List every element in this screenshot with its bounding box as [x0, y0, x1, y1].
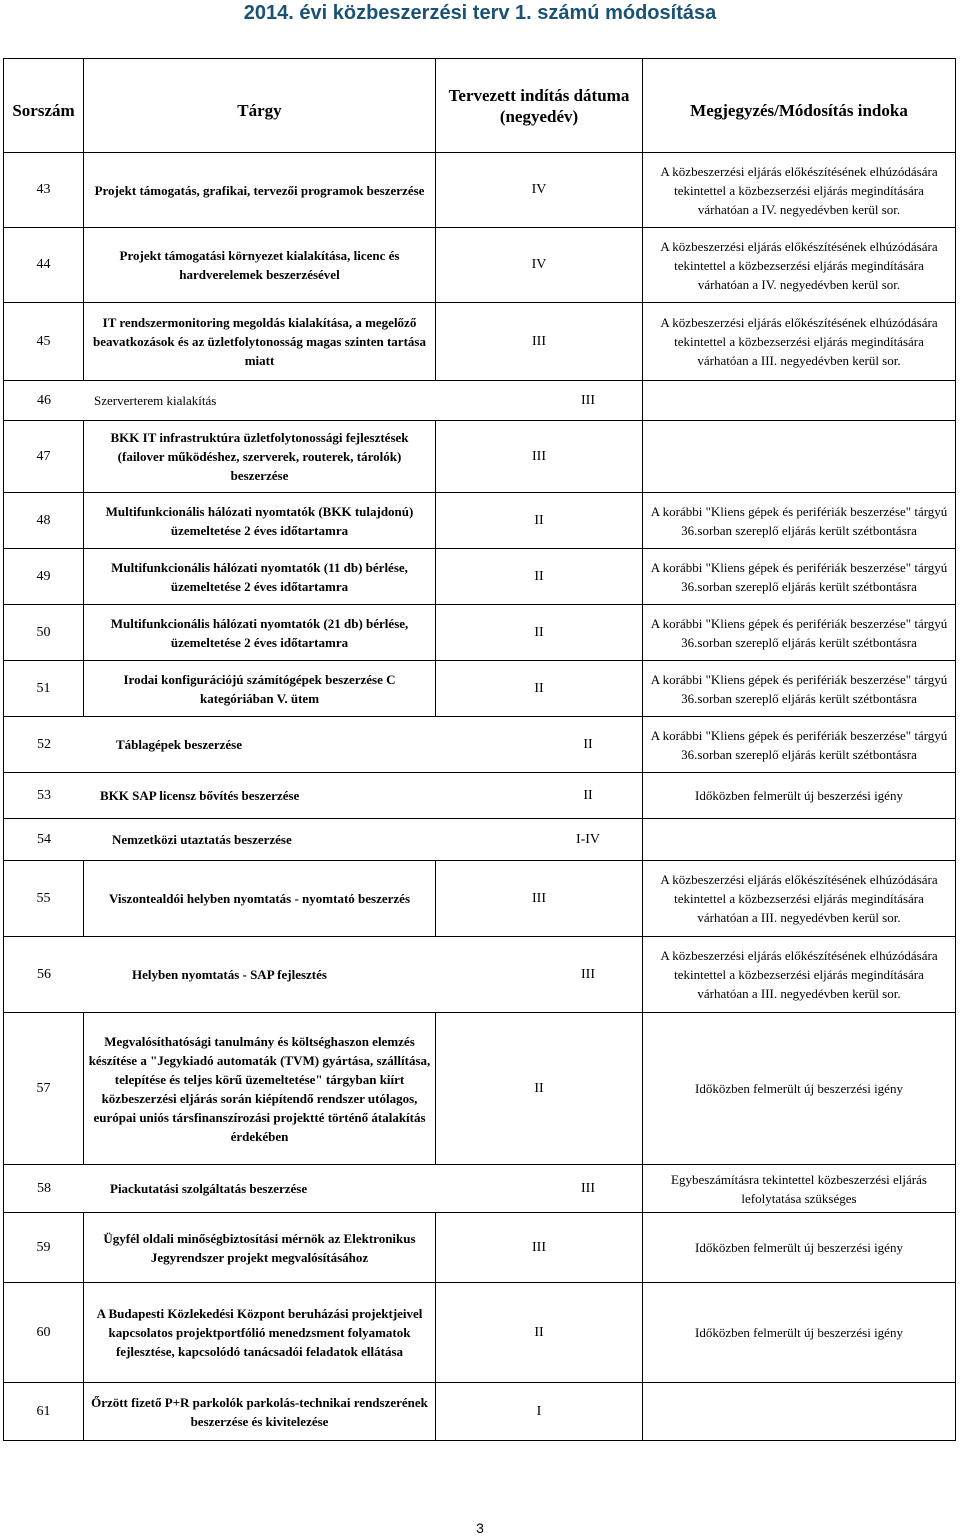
row-inline-cell — [4, 773, 643, 819]
row-date: III — [581, 966, 595, 982]
table-row — [4, 605, 956, 661]
table-row — [4, 861, 956, 937]
header-date: Tervezett indítás dátuma (negyedév) — [436, 59, 643, 153]
row-subject: Irodai konfigurációjú számítógépek beszerzése C kategóriában V. ütem — [84, 661, 436, 717]
row-subject: Szerverterem kialakítás — [94, 392, 217, 408]
row-date: II — [436, 549, 643, 605]
row-date: II — [583, 787, 593, 803]
row-inline-cell — [4, 717, 643, 773]
row-date: II — [436, 1013, 643, 1165]
row-subject: BKK IT infrastruktúra üzletfolytonossági fejlesztések (failover működéshez, szerverek, routerek, tárolók) beszerzése — [84, 421, 436, 493]
row-subject: Ügyfél oldali minőségbiztosítási mérnök az Elektronikus Jegyrendszer projekt megvalósításához — [84, 1213, 436, 1283]
row-date: IV — [436, 153, 643, 228]
row-date: III — [436, 861, 643, 937]
header-targy: Tárgy — [84, 59, 436, 153]
row-note-empty — [643, 1383, 956, 1441]
row-number: 47 — [4, 421, 84, 493]
header-sorszam: Sorszám — [4, 59, 84, 153]
row-number: 45 — [4, 303, 84, 381]
row-number: 58 — [37, 1180, 51, 1196]
row-date: III — [436, 303, 643, 381]
row-date: I — [436, 1383, 643, 1441]
table-row — [4, 1013, 956, 1165]
row-inline-cell — [4, 937, 643, 1013]
row-note-empty — [643, 421, 956, 493]
row-note: A közbeszerzési eljárás előkészítésének elhúzódására tekintettel a közbezserzési eljárás megindítására várhatóan a III. negyedévben kerül sor. — [643, 861, 956, 937]
row-subject: IT rendszermonitoring megoldás kialakítása, a megelőző beavatkozások és az üzletfolytonosság magas szinten tartása miatt — [84, 303, 436, 381]
row-note: Időközben felmerült új beszerzési igény — [643, 1213, 956, 1283]
row-subject: Multifunkcionális hálózati nyomtatók (BKK tulajdonú) üzemeltetése 2 éves időtartamra — [84, 493, 436, 549]
row-note-empty — [643, 381, 956, 421]
procurement-plan-table-wrapper — [3, 58, 955, 1441]
row-date: III — [581, 392, 595, 408]
row-number: 48 — [4, 493, 84, 549]
row-inline-cell — [4, 381, 643, 421]
row-number: 59 — [4, 1213, 84, 1283]
header-note: Megjegyzés/Módosítás indoka — [643, 59, 956, 153]
row-date: III — [436, 1213, 643, 1283]
row-number: 43 — [4, 153, 84, 228]
row-subject: Helyben nyomtatás - SAP fejlesztés — [132, 966, 327, 982]
row-note-empty — [643, 819, 956, 861]
row-note: Időközben felmerült új beszerzési igény — [643, 1013, 956, 1165]
row-number: 56 — [37, 966, 51, 982]
row-note: A korábbi "Kliens gépek és perifériák beszerzése" tárgyú 36.sorban szereplő eljárás került szétbontásra — [643, 661, 956, 717]
table-row — [4, 661, 956, 717]
row-date: II — [436, 605, 643, 661]
row-note: A korábbi "Kliens gépek és perifériák beszerzése" tárgyú 36.sorban szereplő eljárás került szétbontásra — [643, 549, 956, 605]
row-date: IV — [436, 228, 643, 303]
row-subject: Őrzött fizető P+R parkolók parkolás-technikai rendszerének beszerzése és kivitelezése — [84, 1383, 436, 1441]
row-date: III — [581, 1180, 595, 1196]
row-note: Időközben felmerült új beszerzési igény — [643, 773, 956, 819]
row-subject: Megvalósíthatósági tanulmány és költséghaszon elemzés készítése a "Jegykiadó automaták (TVM) gyártása, szállítása, telepítése és teljes körű üzemeltetése" tárgyban kiírt közbeszerzési eljárás során kiépítendő rendszer utólagos, európai uniós társfinanszírozási projektté történő átalakítás érdekében — [84, 1013, 436, 1165]
row-number: 54 — [37, 831, 51, 847]
row-subject: Projekt támogatási környezet kialakítása, licenc és hardverelemek beszerzésével — [84, 228, 436, 303]
row-number: 60 — [4, 1283, 84, 1383]
row-subject: BKK SAP licensz bővítés beszerzése — [100, 787, 300, 803]
procurement-plan-table — [3, 58, 956, 1441]
row-date: I-IV — [575, 831, 601, 847]
document-title: 2014. évi közbeszerzési terv 1. számú módosítása — [0, 0, 960, 26]
row-note: A közbeszerzési eljárás előkészítésének elhúzódására tekintettel a közbezserzési eljárás megindítására várhatóan a III. negyedévben kerül sor. — [643, 303, 956, 381]
row-subject: Multifunkcionális hálózati nyomtatók (11 db) bérlése, üzemeltetése 2 éves időtartamra — [84, 549, 436, 605]
table-row — [4, 1383, 956, 1441]
table-row — [4, 773, 956, 819]
table-row — [4, 819, 956, 861]
row-date: II — [436, 493, 643, 549]
row-subject: Projekt támogatás, grafikai, tervezői programok beszerzése — [84, 153, 436, 228]
row-date: II — [583, 736, 593, 752]
row-number: 46 — [37, 392, 51, 408]
row-note: A korábbi "Kliens gépek és perifériák beszerzése" tárgyú 36.sorban szereplő eljárás került szétbontásra — [643, 493, 956, 549]
page-number: 3 — [476, 1520, 484, 1536]
table-row — [4, 717, 956, 773]
table-row — [4, 303, 956, 381]
row-number: 52 — [37, 736, 51, 752]
row-subject: Piackutatási szolgáltatás beszerzése — [110, 1180, 308, 1196]
header-row — [4, 59, 956, 153]
row-subject: Táblagépek beszerzése — [116, 736, 243, 752]
row-number: 53 — [37, 787, 51, 803]
row-inline-cell — [4, 819, 643, 861]
table-row — [4, 421, 956, 493]
table-row — [4, 381, 956, 421]
row-note: A közbeszerzési eljárás előkészítésének elhúzódására tekintettel a közbezserzési eljárás megindítására várhatóan a IV. negyedévben kerül sor. — [643, 228, 956, 303]
row-number: 55 — [4, 861, 84, 937]
row-note: A közbeszerzési eljárás előkészítésének elhúzódására tekintettel a közbezserzési eljárás megindítására várhatóan a III. negyedévben kerül sor. — [643, 937, 956, 1013]
row-inline-cell — [4, 1165, 643, 1213]
row-date: II — [436, 1283, 643, 1383]
row-subject: Viszontealdói helyben nyomtatás - nyomtató beszerzés — [84, 861, 436, 937]
row-number: 49 — [4, 549, 84, 605]
row-note: Egybeszámításra tekintettel közbeszerzési eljárás lefolytatása szükséges — [643, 1165, 956, 1213]
table-row — [4, 228, 956, 303]
row-note: Időközben felmerült új beszerzési igény — [643, 1283, 956, 1383]
row-number: 44 — [4, 228, 84, 303]
row-subject: A Budapesti Közlekedési Központ beruházási projektjeivel kapcsolatos projektportfólió menedzsment folyamatok fejlesztése, kapcsolódó tanácsadói feladatok ellátása — [84, 1283, 436, 1383]
table-row — [4, 549, 956, 605]
row-note: A közbeszerzési eljárás előkészítésének elhúzódására tekintettel a közbezserzési eljárás megindítására várhatóan a IV. negyedévben kerül sor. — [643, 153, 956, 228]
row-number: 50 — [4, 605, 84, 661]
row-number: 61 — [4, 1383, 84, 1441]
row-subject: Nemzetközi utaztatás beszerzése — [112, 831, 292, 847]
row-number: 57 — [4, 1013, 84, 1165]
row-date: III — [436, 421, 643, 493]
table-row — [4, 153, 956, 228]
row-subject: Multifunkcionális hálózati nyomtatók (21 db) bérlése, üzemeltetése 2 éves időtartamra — [84, 605, 436, 661]
row-note: A korábbi "Kliens gépek és perifériák beszerzése" tárgyú 36.sorban szereplő eljárás került szétbontásra — [643, 605, 956, 661]
table-row — [4, 1213, 956, 1283]
table-row — [4, 1283, 956, 1383]
row-date: II — [436, 661, 643, 717]
row-note: A korábbi "Kliens gépek és perifériák beszerzése" tárgyú 36.sorban szereplő eljárás került szétbontásra — [643, 717, 956, 773]
table-row — [4, 1165, 956, 1213]
table-row — [4, 937, 956, 1013]
row-number: 51 — [4, 661, 84, 717]
table-row — [4, 493, 956, 549]
